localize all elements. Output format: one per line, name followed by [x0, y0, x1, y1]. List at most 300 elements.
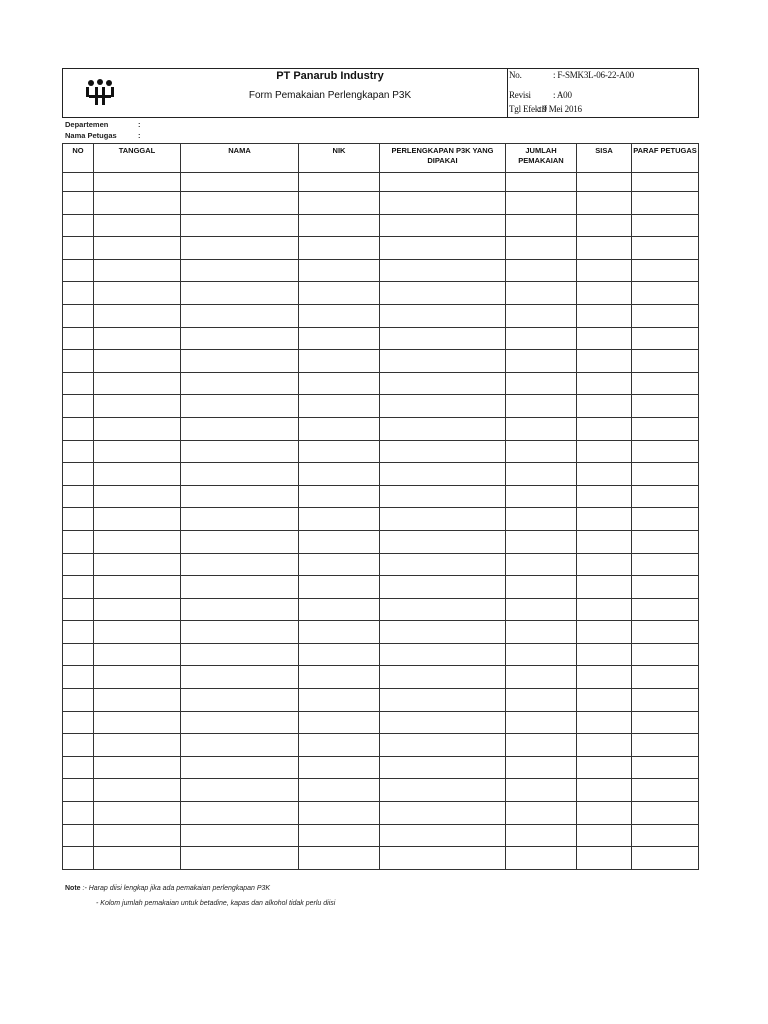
cell-tanggal[interactable]: [94, 327, 181, 350]
cell-no[interactable]: [63, 689, 94, 712]
cell-jumlah-pemakaian[interactable]: [506, 173, 577, 192]
cell-perlengkapan[interactable]: [380, 395, 506, 418]
cell-nik[interactable]: [299, 643, 380, 666]
cell-tanggal[interactable]: [94, 779, 181, 802]
cell-nama[interactable]: [181, 553, 299, 576]
table-row: [63, 711, 699, 734]
cell-paraf-petugas[interactable]: [632, 643, 699, 666]
cell-nama[interactable]: [181, 282, 299, 305]
cell-tanggal[interactable]: [94, 576, 181, 599]
cell-nama[interactable]: [181, 598, 299, 621]
cell-no[interactable]: [63, 395, 94, 418]
cell-tanggal[interactable]: [94, 237, 181, 260]
cell-jumlah-pemakaian[interactable]: [506, 802, 577, 825]
cell-jumlah-pemakaian[interactable]: [506, 779, 577, 802]
cell-paraf-petugas[interactable]: [632, 440, 699, 463]
cell-perlengkapan[interactable]: [380, 824, 506, 847]
cell-tanggal[interactable]: [94, 734, 181, 757]
cell-perlengkapan[interactable]: [380, 327, 506, 350]
cell-nama[interactable]: [181, 350, 299, 373]
cell-nama[interactable]: [181, 192, 299, 215]
cell-nama[interactable]: [181, 237, 299, 260]
cell-nama[interactable]: [181, 576, 299, 599]
cell-jumlah-pemakaian[interactable]: [506, 417, 577, 440]
cell-sisa[interactable]: [577, 643, 632, 666]
cell-paraf-petugas[interactable]: [632, 304, 699, 327]
cell-paraf-petugas[interactable]: [632, 553, 699, 576]
people-raising-hands-logo-icon: [83, 77, 117, 107]
col-jumlah-pemakaian: JUMLAH PEMAKAIAN: [506, 144, 577, 173]
cell-paraf-petugas[interactable]: [632, 847, 699, 870]
cell-jumlah-pemakaian[interactable]: [506, 372, 577, 395]
cell-nama[interactable]: [181, 824, 299, 847]
cell-jumlah-pemakaian[interactable]: [506, 847, 577, 870]
cell-no[interactable]: [63, 643, 94, 666]
cell-nama[interactable]: [181, 485, 299, 508]
cell-tanggal[interactable]: [94, 304, 181, 327]
cell-nama[interactable]: [181, 173, 299, 192]
cell-tanggal[interactable]: [94, 711, 181, 734]
cell-tanggal[interactable]: [94, 530, 181, 553]
cell-paraf-petugas[interactable]: [632, 173, 699, 192]
cell-tanggal[interactable]: [94, 756, 181, 779]
cell-nik[interactable]: [299, 485, 380, 508]
cell-perlengkapan[interactable]: [380, 666, 506, 689]
cell-sisa[interactable]: [577, 327, 632, 350]
cell-nama[interactable]: [181, 259, 299, 282]
cell-no[interactable]: [63, 779, 94, 802]
effective-date-value: : 9 Mei 2016: [538, 104, 582, 114]
cell-no[interactable]: [63, 553, 94, 576]
form-header: [62, 68, 699, 118]
revision-value: : A00: [553, 90, 572, 100]
cell-perlengkapan[interactable]: [380, 847, 506, 870]
table-row: [63, 173, 699, 192]
header-divider: [507, 69, 508, 117]
cell-nik[interactable]: [299, 417, 380, 440]
cell-paraf-petugas[interactable]: [632, 372, 699, 395]
cell-jumlah-pemakaian[interactable]: [506, 598, 577, 621]
departemen-label: Departemen: [65, 120, 109, 129]
cell-perlengkapan[interactable]: [380, 598, 506, 621]
cell-paraf-petugas[interactable]: [632, 711, 699, 734]
cell-perlengkapan[interactable]: [380, 553, 506, 576]
cell-no[interactable]: [63, 598, 94, 621]
col-sisa: SISA: [577, 144, 632, 173]
cell-jumlah-pemakaian[interactable]: [506, 282, 577, 305]
table-row: [63, 824, 699, 847]
cell-jumlah-pemakaian[interactable]: [506, 485, 577, 508]
table-row: [63, 463, 699, 486]
cell-tanggal[interactable]: [94, 282, 181, 305]
cell-tanggal[interactable]: [94, 847, 181, 870]
cell-nik[interactable]: [299, 802, 380, 825]
cell-nama[interactable]: [181, 440, 299, 463]
cell-jumlah-pemakaian[interactable]: [506, 824, 577, 847]
cell-sisa[interactable]: [577, 237, 632, 260]
cell-tanggal[interactable]: [94, 802, 181, 825]
cell-sisa[interactable]: [577, 485, 632, 508]
cell-tanggal[interactable]: [94, 192, 181, 215]
note-text-1: :- Harap diisi lengkap jika ada pemakaian perlengkapan P3K: [80, 885, 271, 892]
cell-no[interactable]: [63, 485, 94, 508]
doc-number: [509, 70, 634, 80]
cell-perlengkapan[interactable]: [380, 779, 506, 802]
cell-sisa[interactable]: [577, 847, 632, 870]
table-row: [63, 259, 699, 282]
col-no: NO: [63, 144, 94, 173]
cell-jumlah-pemakaian[interactable]: [506, 440, 577, 463]
cell-nama[interactable]: [181, 847, 299, 870]
cell-paraf-petugas[interactable]: [632, 598, 699, 621]
cell-sisa[interactable]: [577, 508, 632, 531]
cell-nik[interactable]: [299, 259, 380, 282]
table-row: [63, 304, 699, 327]
cell-perlengkapan[interactable]: [380, 530, 506, 553]
cell-paraf-petugas[interactable]: [632, 824, 699, 847]
departemen-field[interactable]: [65, 120, 141, 129]
col-tanggal: TANGGAL: [94, 144, 181, 173]
cell-tanggal[interactable]: [94, 417, 181, 440]
cell-sisa[interactable]: [577, 259, 632, 282]
note-line-2: - Kolom jumlah pemakaian untuk betadine, kapas dan alkohol tidak perlu diisi: [96, 900, 336, 907]
cell-sisa[interactable]: [577, 530, 632, 553]
cell-tanggal[interactable]: [94, 824, 181, 847]
cell-nama[interactable]: [181, 756, 299, 779]
cell-perlengkapan[interactable]: [380, 734, 506, 757]
cell-nama[interactable]: [181, 214, 299, 237]
cell-tanggal[interactable]: [94, 666, 181, 689]
cell-perlengkapan[interactable]: [380, 304, 506, 327]
cell-sisa[interactable]: [577, 350, 632, 373]
cell-no[interactable]: [63, 802, 94, 825]
table-row: [63, 802, 699, 825]
cell-paraf-petugas[interactable]: [632, 237, 699, 260]
cell-nik[interactable]: [299, 237, 380, 260]
cell-sisa[interactable]: [577, 214, 632, 237]
cell-nama[interactable]: [181, 530, 299, 553]
table-row: [63, 576, 699, 599]
table-row: [63, 553, 699, 576]
table-row: [63, 598, 699, 621]
cell-no[interactable]: [63, 259, 94, 282]
cell-no[interactable]: [63, 734, 94, 757]
cell-nik[interactable]: [299, 192, 380, 215]
cell-nama[interactable]: [181, 463, 299, 486]
table-row: [63, 192, 699, 215]
cell-nik[interactable]: [299, 756, 380, 779]
usage-table: [62, 143, 699, 870]
cell-perlengkapan[interactable]: [380, 621, 506, 644]
cell-nik[interactable]: [299, 214, 380, 237]
cell-paraf-petugas[interactable]: [632, 350, 699, 373]
nama-petugas-label: Nama Petugas: [65, 131, 117, 140]
table-row: [63, 282, 699, 305]
cell-paraf-petugas[interactable]: [632, 666, 699, 689]
cell-jumlah-pemakaian[interactable]: [506, 237, 577, 260]
cell-paraf-petugas[interactable]: [632, 576, 699, 599]
cell-perlengkapan[interactable]: [380, 259, 506, 282]
cell-no[interactable]: [63, 237, 94, 260]
cell-sisa[interactable]: [577, 689, 632, 712]
cell-no[interactable]: [63, 304, 94, 327]
cell-tanggal[interactable]: [94, 259, 181, 282]
cell-sisa[interactable]: [577, 372, 632, 395]
cell-perlengkapan[interactable]: [380, 173, 506, 192]
cell-sisa[interactable]: [577, 395, 632, 418]
cell-jumlah-pemakaian[interactable]: [506, 666, 577, 689]
cell-no[interactable]: [63, 711, 94, 734]
cell-perlengkapan[interactable]: [380, 508, 506, 531]
table-row: [63, 440, 699, 463]
cell-nama[interactable]: [181, 802, 299, 825]
cell-tanggal[interactable]: [94, 440, 181, 463]
col-perlengkapan: PERLENGKAPAN P3K YANG DIPAKAI: [380, 144, 506, 173]
cell-sisa[interactable]: [577, 734, 632, 757]
cell-perlengkapan[interactable]: [380, 192, 506, 215]
cell-sisa[interactable]: [577, 417, 632, 440]
cell-sisa[interactable]: [577, 621, 632, 644]
cell-no[interactable]: [63, 327, 94, 350]
table-row: [63, 689, 699, 712]
cell-paraf-petugas[interactable]: [632, 417, 699, 440]
cell-perlengkapan[interactable]: [380, 576, 506, 599]
departemen-colon: :: [138, 120, 141, 129]
cell-nik[interactable]: [299, 689, 380, 712]
cell-nama[interactable]: [181, 689, 299, 712]
cell-jumlah-pemakaian[interactable]: [506, 734, 577, 757]
cell-tanggal[interactable]: [94, 350, 181, 373]
cell-nik[interactable]: [299, 598, 380, 621]
cell-jumlah-pemakaian[interactable]: [506, 327, 577, 350]
cell-jumlah-pemakaian[interactable]: [506, 576, 577, 599]
cell-tanggal[interactable]: [94, 689, 181, 712]
cell-jumlah-pemakaian[interactable]: [506, 463, 577, 486]
cell-nik[interactable]: [299, 395, 380, 418]
cell-jumlah-pemakaian[interactable]: [506, 304, 577, 327]
table-header-row: [63, 144, 699, 173]
cell-nik[interactable]: [299, 530, 380, 553]
cell-perlengkapan[interactable]: [380, 417, 506, 440]
cell-no[interactable]: [63, 214, 94, 237]
cell-jumlah-pemakaian[interactable]: [506, 689, 577, 712]
cell-tanggal[interactable]: [94, 214, 181, 237]
cell-nama[interactable]: [181, 304, 299, 327]
cell-jumlah-pemakaian[interactable]: [506, 756, 577, 779]
cell-nama[interactable]: [181, 372, 299, 395]
cell-sisa[interactable]: [577, 192, 632, 215]
table-row: [63, 372, 699, 395]
table-row: [63, 214, 699, 237]
cell-perlengkapan[interactable]: [380, 485, 506, 508]
cell-nama[interactable]: [181, 734, 299, 757]
cell-nik[interactable]: [299, 711, 380, 734]
doc-number-value: : F-SMK3L-06-22-A00: [553, 70, 634, 80]
cell-tanggal[interactable]: [94, 372, 181, 395]
cell-paraf-petugas[interactable]: [632, 327, 699, 350]
cell-no[interactable]: [63, 666, 94, 689]
cell-tanggal[interactable]: [94, 395, 181, 418]
cell-paraf-petugas[interactable]: [632, 192, 699, 215]
cell-sisa[interactable]: [577, 304, 632, 327]
cell-perlengkapan[interactable]: [380, 643, 506, 666]
cell-nama[interactable]: [181, 327, 299, 350]
cell-perlengkapan[interactable]: [380, 802, 506, 825]
cell-tanggal[interactable]: [94, 643, 181, 666]
cell-no[interactable]: [63, 440, 94, 463]
cell-paraf-petugas[interactable]: [632, 282, 699, 305]
cell-nik[interactable]: [299, 173, 380, 192]
cell-nik[interactable]: [299, 440, 380, 463]
cell-no[interactable]: [63, 173, 94, 192]
cell-paraf-petugas[interactable]: [632, 508, 699, 531]
doc-number-label: No.: [509, 70, 522, 80]
cell-paraf-petugas[interactable]: [632, 395, 699, 418]
cell-no[interactable]: [63, 847, 94, 870]
cell-paraf-petugas[interactable]: [632, 756, 699, 779]
cell-no[interactable]: [63, 463, 94, 486]
cell-tanggal[interactable]: [94, 173, 181, 192]
cell-paraf-petugas[interactable]: [632, 485, 699, 508]
table-row: [63, 666, 699, 689]
cell-sisa[interactable]: [577, 173, 632, 192]
cell-paraf-petugas[interactable]: [632, 689, 699, 712]
revision-label: Revisi: [509, 90, 531, 100]
cell-no[interactable]: [63, 621, 94, 644]
cell-nik[interactable]: [299, 372, 380, 395]
table-row: [63, 485, 699, 508]
cell-jumlah-pemakaian[interactable]: [506, 643, 577, 666]
cell-nik[interactable]: [299, 824, 380, 847]
cell-sisa[interactable]: [577, 824, 632, 847]
cell-paraf-petugas[interactable]: [632, 779, 699, 802]
cell-paraf-petugas[interactable]: [632, 802, 699, 825]
cell-no[interactable]: [63, 756, 94, 779]
cell-nik[interactable]: [299, 847, 380, 870]
table-row: [63, 643, 699, 666]
cell-tanggal[interactable]: [94, 598, 181, 621]
cell-perlengkapan[interactable]: [380, 237, 506, 260]
table-row: [63, 756, 699, 779]
cell-tanggal[interactable]: [94, 508, 181, 531]
cell-nama[interactable]: [181, 395, 299, 418]
cell-sisa[interactable]: [577, 553, 632, 576]
cell-jumlah-pemakaian[interactable]: [506, 508, 577, 531]
cell-nik[interactable]: [299, 508, 380, 531]
cell-sisa[interactable]: [577, 598, 632, 621]
cell-paraf-petugas[interactable]: [632, 530, 699, 553]
cell-sisa[interactable]: [577, 666, 632, 689]
cell-nik[interactable]: [299, 327, 380, 350]
cell-no[interactable]: [63, 192, 94, 215]
table-row: [63, 237, 699, 260]
cell-sisa[interactable]: [577, 779, 632, 802]
cell-perlengkapan[interactable]: [380, 463, 506, 486]
cell-nama[interactable]: [181, 643, 299, 666]
cell-perlengkapan[interactable]: [380, 756, 506, 779]
cell-no[interactable]: [63, 824, 94, 847]
cell-tanggal[interactable]: [94, 485, 181, 508]
cell-no[interactable]: [63, 350, 94, 373]
cell-no[interactable]: [63, 576, 94, 599]
cell-paraf-petugas[interactable]: [632, 214, 699, 237]
cell-paraf-petugas[interactable]: [632, 734, 699, 757]
cell-tanggal[interactable]: [94, 621, 181, 644]
nama-petugas-field[interactable]: [65, 131, 141, 140]
cell-jumlah-pemakaian[interactable]: [506, 711, 577, 734]
cell-sisa[interactable]: [577, 711, 632, 734]
cell-jumlah-pemakaian[interactable]: [506, 621, 577, 644]
table-row: [63, 779, 699, 802]
cell-sisa[interactable]: [577, 440, 632, 463]
cell-no[interactable]: [63, 282, 94, 305]
cell-jumlah-pemakaian[interactable]: [506, 553, 577, 576]
cell-perlengkapan[interactable]: [380, 350, 506, 373]
cell-nama[interactable]: [181, 666, 299, 689]
cell-nik[interactable]: [299, 666, 380, 689]
cell-sisa[interactable]: [577, 282, 632, 305]
cell-nama[interactable]: [181, 711, 299, 734]
cell-jumlah-pemakaian[interactable]: [506, 350, 577, 373]
cell-sisa[interactable]: [577, 463, 632, 486]
cell-perlengkapan[interactable]: [380, 372, 506, 395]
cell-perlengkapan[interactable]: [380, 214, 506, 237]
cell-paraf-petugas[interactable]: [632, 259, 699, 282]
cell-perlengkapan[interactable]: [380, 440, 506, 463]
cell-jumlah-pemakaian[interactable]: [506, 530, 577, 553]
cell-no[interactable]: [63, 372, 94, 395]
cell-nik[interactable]: [299, 621, 380, 644]
cell-nik[interactable]: [299, 779, 380, 802]
cell-jumlah-pemakaian[interactable]: [506, 192, 577, 215]
cell-jumlah-pemakaian[interactable]: [506, 214, 577, 237]
company-name: PT Panarub Industry: [276, 70, 384, 82]
table-row: [63, 621, 699, 644]
cell-nama[interactable]: [181, 417, 299, 440]
effective-date-label: Tgl Efektif: [509, 104, 547, 114]
table-row: [63, 847, 699, 870]
cell-nik[interactable]: [299, 463, 380, 486]
cell-nik[interactable]: [299, 553, 380, 576]
note-line-1: [65, 885, 270, 892]
cell-jumlah-pemakaian[interactable]: [506, 259, 577, 282]
cell-nik[interactable]: [299, 350, 380, 373]
cell-paraf-petugas[interactable]: [632, 463, 699, 486]
effective-date: [509, 104, 582, 114]
cell-no[interactable]: [63, 417, 94, 440]
cell-sisa[interactable]: [577, 802, 632, 825]
cell-sisa[interactable]: [577, 576, 632, 599]
cell-perlengkapan[interactable]: [380, 282, 506, 305]
cell-no[interactable]: [63, 530, 94, 553]
cell-tanggal[interactable]: [94, 463, 181, 486]
cell-paraf-petugas[interactable]: [632, 621, 699, 644]
cell-sisa[interactable]: [577, 756, 632, 779]
cell-nik[interactable]: [299, 576, 380, 599]
cell-jumlah-pemakaian[interactable]: [506, 395, 577, 418]
cell-nik[interactable]: [299, 304, 380, 327]
cell-perlengkapan[interactable]: [380, 689, 506, 712]
note-label: Note: [65, 885, 81, 892]
cell-nama[interactable]: [181, 621, 299, 644]
cell-nik[interactable]: [299, 282, 380, 305]
cell-perlengkapan[interactable]: [380, 711, 506, 734]
cell-nama[interactable]: [181, 779, 299, 802]
cell-no[interactable]: [63, 508, 94, 531]
cell-nik[interactable]: [299, 734, 380, 757]
cell-nama[interactable]: [181, 508, 299, 531]
cell-tanggal[interactable]: [94, 553, 181, 576]
